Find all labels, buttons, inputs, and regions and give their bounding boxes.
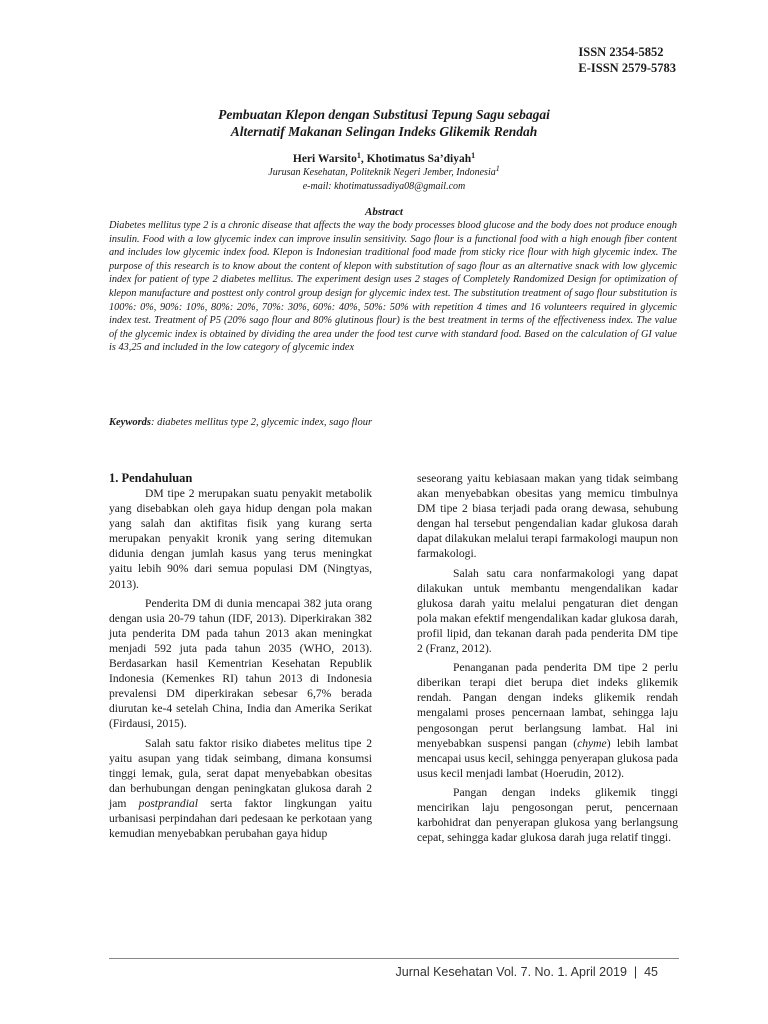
paragraph: DM tipe 2 merupakan suatu penyakit metabolik yang disebabkan oleh gaya hidup dengan pola makan yang salah dan aktifitas fisik yang kurang serta merupakan penyakit kronik yang sering ditemukan didunia dengan jumlah kasus yang terus meningkat yaitu lebih 90% dari semua populasi DM (Ningtyas, 2013).: [109, 487, 372, 591]
author-email: e-mail: khotimatussadiya08@gmail.com: [302, 181, 466, 192]
abstract-heading: Abstract: [365, 206, 403, 218]
section-heading: 1. Pendahuluan: [109, 471, 193, 485]
author-2: Khotimatus Sa’diyah: [366, 153, 472, 165]
author-1-sup: 1: [356, 151, 361, 160]
keywords-sep: :: [151, 417, 158, 428]
affiliation-sup: 1: [495, 164, 500, 173]
author-separator: ,: [360, 153, 367, 165]
paragraph: [109, 736, 372, 842]
issn: ISSN 2354-5852: [578, 45, 664, 59]
italic-term: chyme: [577, 736, 607, 750]
italic-term: postprandial: [138, 796, 198, 810]
paragraph: Salah satu cara nonfarmakologi yang dapat dilakukan untuk membantu mengendalikan kadar glukosa darah yaitu melalui pengaturan diet dengan pola makan efektif mengendalikan kadar glukosa darah, profil lipid, dan tekanan darah pada penderita DM tipe 2 (Franz, 2012).: [417, 566, 678, 656]
keywords-text: diabetes mellitus type 2, glycemic index, sago flour: [157, 417, 373, 428]
keywords-label: Keywords: [109, 417, 151, 428]
keywords: [109, 416, 677, 430]
paragraph-part: Penanganan pada penderita DM tipe 2 perlu diberikan terapi diet berupa diet indeks glikemik rendah. Pangan dengan indeks glikemik rendah mengalami proses pencernaan lambat, sehingga laju pengosongan perut berlangsung lambat. Hal ini menyebabkan suspensi pangan (: [417, 661, 678, 750]
paragraph: Pangan dengan indeks glikemik tinggi mencirikan laju pengosongan perut, pencernaan karbohidrat dan penyerapan glukosa yang berlangsung cepat, sehingga kadar glukosa darah juga relatif tinggi.: [417, 785, 678, 845]
issn-block: [578, 44, 676, 76]
authors: [100, 152, 668, 166]
paragraph-part: Salah satu faktor risiko diabetes melitus tipe 2 yaitu asupan yang tidak seimbang, dimana konsumsi tinggi lemak, gula, serat dapat menyebabkan obesitas dan berhubungan dengan peningkatan glukosa darah 2 jam: [109, 736, 372, 810]
page-footer: Jurnal Kesehatan Vol. 7. No. 1. April 2019 | 45: [395, 965, 658, 979]
title-line-1: Pembuatan Klepon dengan Substitusi Tepung Sagu sebagai: [218, 107, 550, 122]
paper-title: [100, 106, 668, 140]
author-1: Heri Warsito: [292, 153, 357, 165]
paragraph: Penderita DM di dunia mencapai 382 juta orang dengan usia 20-79 tahun (IDF, 2013). Diperkirakan 382 juta penderita DM pada tahun 2013 akan meningkat menjadi 592 juta pada tahun 2035 (WHO, 2013). Berdasarkan hasil Kementrian Kesehatan Republik Indonesia (Kemenkes RI) tahun 2013 di Indonesia prevalensi DM diperkirakan sebesar 6,7% berada diurutan ke-4 setelah China, India dan Amerika Serikat (Firdausi, 2015).: [109, 596, 372, 731]
paragraph-part: ) lebih lambat mencapai usus kecil, sehingga penyerapan glukosa pada usus kecil menjadi lambat (Hoerudin, 2012).: [417, 736, 679, 780]
abstract-body: Diabetes mellitus type 2 is a chronic disease that affects the way the body processes blood glucose and the body does not produce enough insulin. Food with a low glycemic index can improve insulin sensitivity. Sago flour is a functional food with a high enough fiber content and includes low glycemic index food. Klepon is Indonesian traditional food made from sticky rice flour with high glycemic index. The purpose of this research is to know about the content of klepon with substitution of sago flour as an alternative snack with low glycemic index for patient of type 2 diabetes mellitus. The experiment design uses 2 stages of Completely Randomized Design for optimization of klepon manufacture and posttest only control group design for glycemic index test. The substitution treatment of sago flour substitution is 100%: 0%, 90%: 10%, 80%: 20%, 70%: 30%, 60%: 40%, 50%: 50% with repetition 4 times and 16 volunteers required in glycemic index test. Treatment of P5 (20% sago flour and 80% glutinous flour) is the best treatment in terms of the effectiveness index. The value of the glycemic index is obtained by dividing the area under the food test curve with standard food. Based on the calculation of GI value is 43,25 and included in the low category of glycemic index: [109, 220, 677, 354]
footer-divider: [109, 958, 679, 959]
paragraph-part: serta faktor lingkungan yaitu urbanisasi perpindahan dari pedesaan ke perkotaan yang kemudian menyebabkan perubahan gaya hidup: [109, 796, 372, 841]
left-column: [109, 470, 372, 845]
paragraph: seseorang yaitu kebiasaan makan yang tidak seimbang akan menyebabkan obesitas yang memicu timbulnya DM tipe 2 biasa terjadi pada orang dewasa, sehubung dengan hal tersebut pengendalian kadar glukosa darah dapat dilakukan melalui terapi farmakologi maupun non farmakologi.: [417, 472, 678, 561]
affiliation: [100, 166, 668, 179]
title-line-2: Alternatif Makanan Selingan Indeks Glikemik Rendah: [230, 124, 538, 139]
eissn: E-ISSN 2579-5783: [578, 61, 676, 75]
author-2-sup: 1: [471, 151, 476, 160]
paragraph: [417, 660, 678, 781]
affiliation-text: Jurusan Kesehatan, Politeknik Negeri Jember, Indonesia: [268, 167, 496, 178]
right-column: [417, 471, 678, 849]
